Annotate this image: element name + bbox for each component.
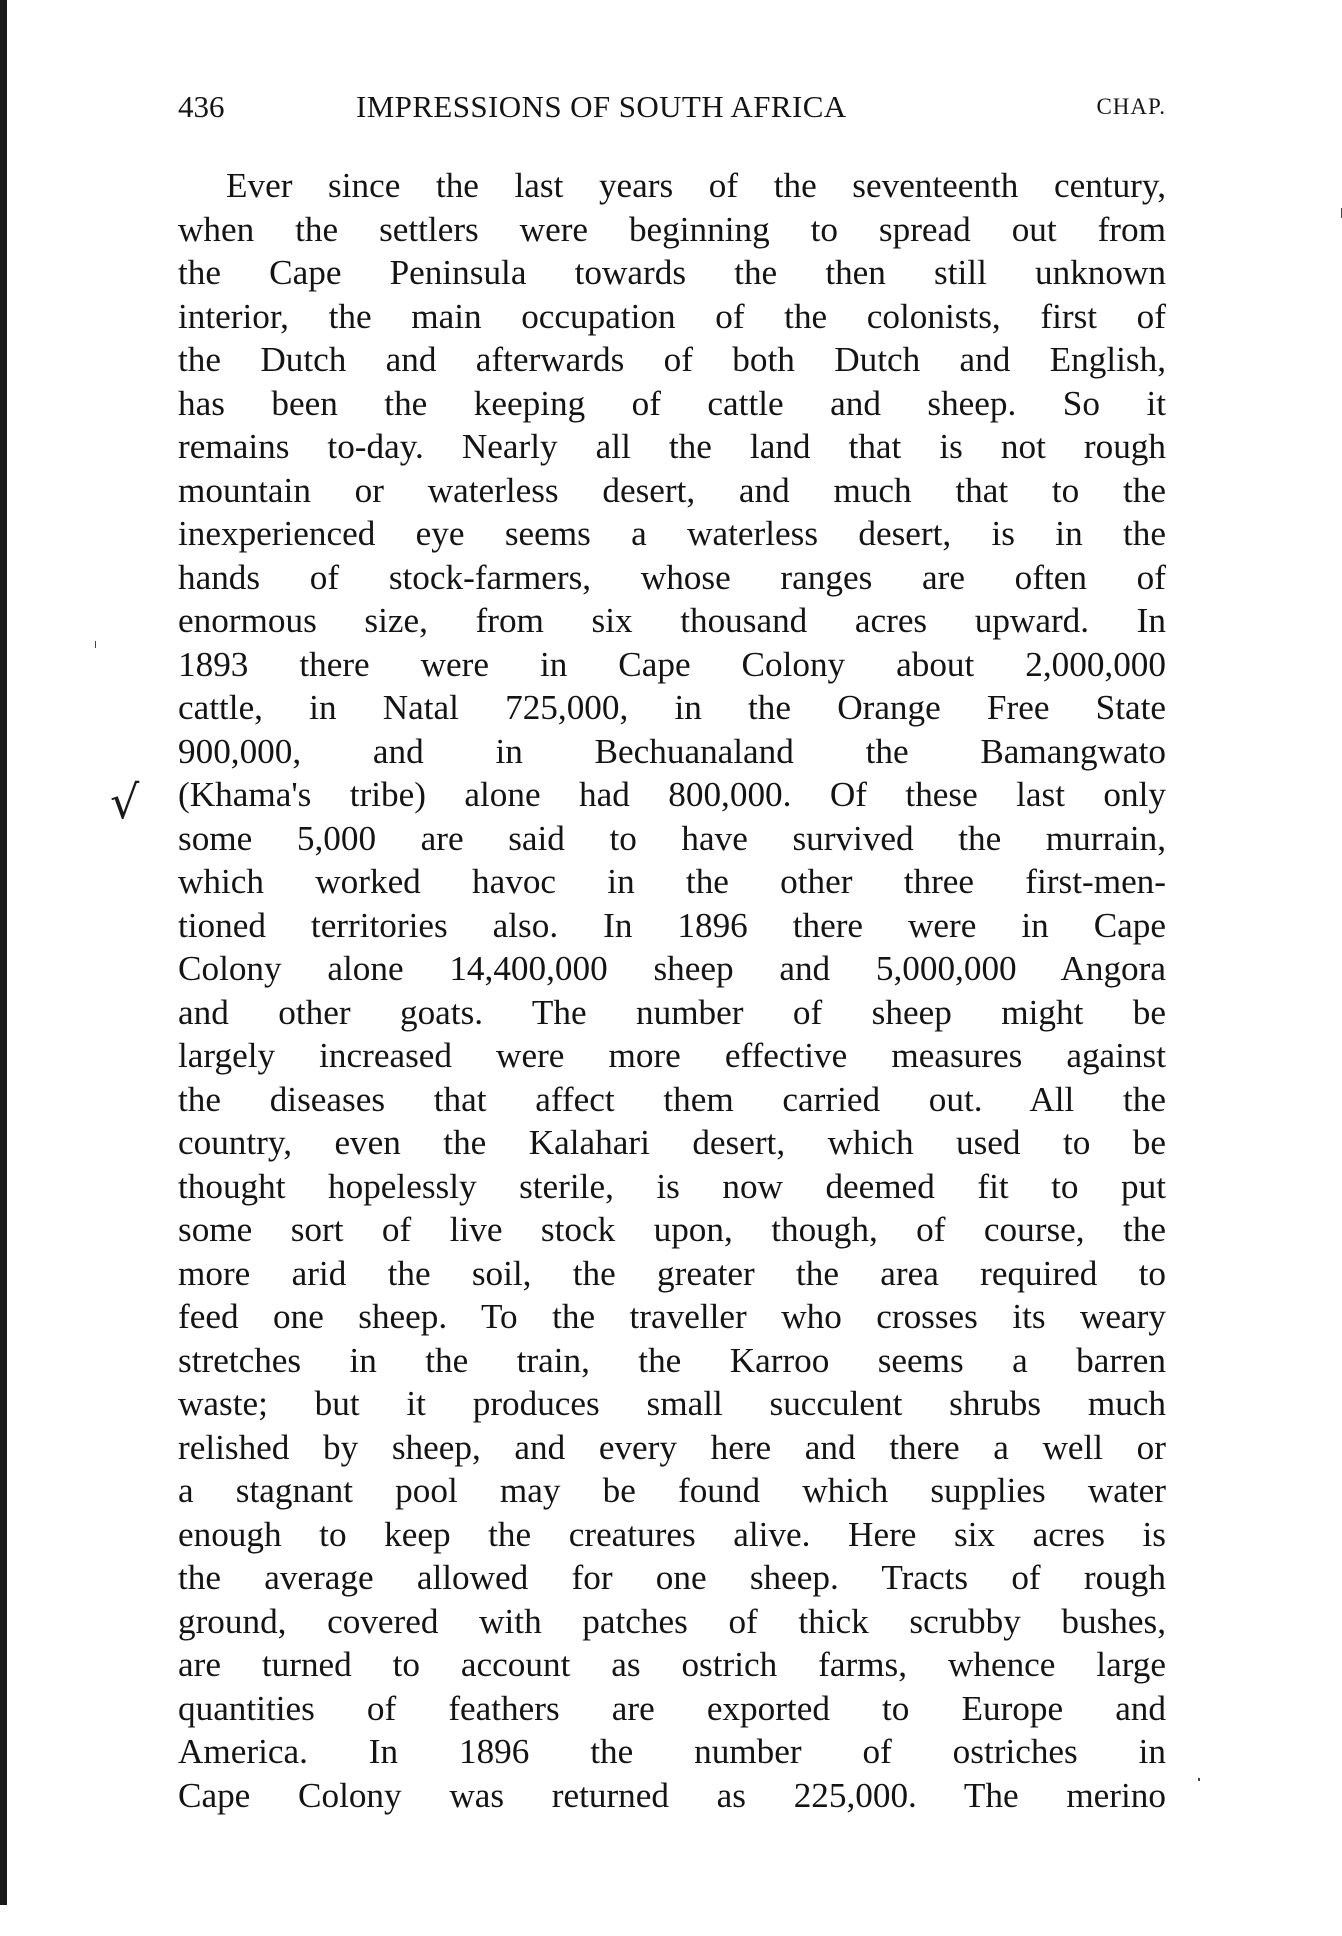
text-line: America. In 1896 the number of ostriches in [178,1732,1166,1771]
text-line: remains to-day. Nearly all the land that is not rough [178,427,1166,466]
text-line: 900,000, and in Bechuanaland the Bamangwato [178,731,1166,771]
text-line: inexperienced eye seems a waterless desert, is in the [178,514,1166,553]
text-line: interior, the main occupation of the colonists, first of [178,296,1166,336]
text-line: 1893 there were in Cape Colony about 2,000,000 [178,644,1166,684]
text-line: the Cape Peninsula towards the then still unknown [178,253,1166,292]
margin-speck [1198,1778,1200,1781]
page-header [178,84,1166,130]
text-line: Colony alone 14,400,000 sheep and 5,000,000 Angora [178,949,1166,988]
page-number: 436 [178,89,225,124]
text-line: feed one sheep. To the traveller who crosses its weary [178,1297,1166,1336]
page-edge [0,0,7,1905]
text-line: enough to keep the creatures alive. Here six acres is [178,1514,1166,1554]
text-line: the Dutch and afterwards of both Dutch and English, [178,340,1166,379]
running-title: IMPRESSIONS OF SOUTH AFRICA [356,89,847,124]
text-line: more arid the soil, the greater the area required to [178,1253,1166,1293]
text-line: which worked havoc in the other three first-men- [178,862,1166,901]
text-line: when the settlers were beginning to spread out from [178,209,1166,249]
text-line: and other goats. The number of sheep might be [178,992,1166,1032]
text-line: has been the keeping of cattle and sheep. So it [178,383,1166,423]
text-line: mountain or waterless desert, and much that to the [178,470,1166,510]
text-line: Cape Colony was returned as 225,000. The merino [178,1775,1166,1815]
text-line: some sort of live stock upon, though, of course, the [178,1210,1166,1249]
text-line: hands of stock-farmers, whose ranges are often of [178,557,1166,597]
text-line: largely increased were more effective measures against [178,1036,1166,1075]
text-line: the diseases that affect them carried out. All the [178,1079,1166,1119]
margin-check-mark: √ [110,775,140,829]
text-line: waste; but it produces small succulent shrubs much [178,1384,1166,1423]
text-line: tioned territories also. In 1896 there were in Cape [178,905,1166,945]
margin-speck [95,641,96,648]
text-line: a stagnant pool may be found which supplies water [178,1471,1166,1510]
text-line: quantities of feathers are exported to Europe and [178,1688,1166,1728]
text-line: are turned to account as ostrich farms, whence large [178,1645,1166,1684]
text-line: Ever since the last years of the seventeenth century, [226,166,1166,205]
text-line: the average allowed for one sheep. Tracts of rough [178,1558,1166,1597]
text-line: cattle, in Natal 725,000, in the Orange Free State [178,688,1166,727]
text-line: some 5,000 are said to have survived the murrain, [178,818,1166,858]
text-line: relished by sheep, and every here and there a well or [178,1427,1166,1467]
text-line: enormous size, from six thousand acres upward. In [178,601,1166,640]
text-line: country, even the Kalahari desert, which used to be [178,1123,1166,1162]
text-line: stretches in the train, the Karroo seems a barren [178,1340,1166,1380]
body-paragraph [178,164,1166,1817]
text-line: (Khama's tribe) alone had 800,000. Of these last only [178,775,1166,814]
text-line: thought hopelessly sterile, is now deemed fit to put [178,1166,1166,1206]
chapter-abbrev: CHAP. [1096,94,1166,119]
text-line: ground, covered with patches of thick scrubby bushes, [178,1601,1166,1641]
